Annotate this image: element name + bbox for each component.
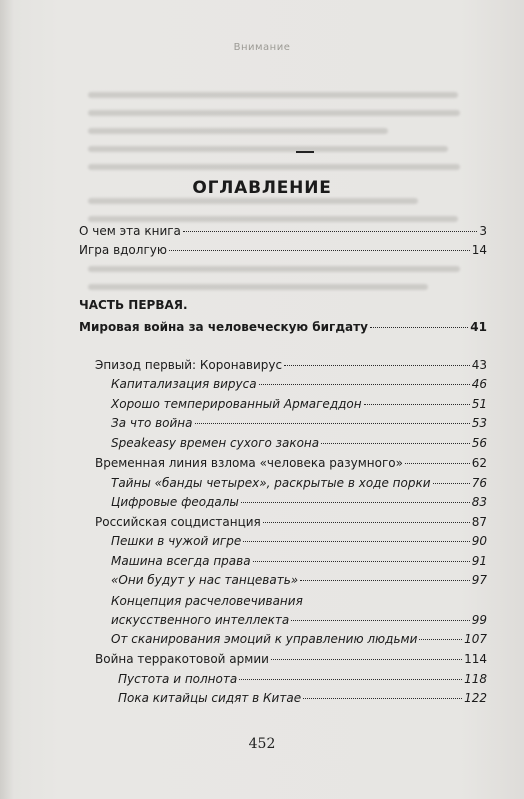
- toc-entry-label: Война терракотовой армии: [95, 652, 269, 666]
- toc-entry-page: 118: [464, 672, 487, 686]
- leader-dots: [321, 442, 470, 444]
- toc-entry[interactable]: [111, 495, 487, 510]
- toc-entry-page: 3: [479, 224, 487, 238]
- toc-entry-label: Российская соцдистанция: [95, 515, 261, 529]
- toc-entry[interactable]: [111, 397, 487, 412]
- toc-entry-label: За что война: [111, 416, 193, 430]
- toc-entry[interactable]: [118, 672, 487, 687]
- toc-entry-page: 51: [471, 397, 487, 411]
- toc-entry[interactable]: [111, 534, 487, 549]
- toc-entry-label: Пустота и полнота: [118, 672, 238, 686]
- toc-entry-label-line1: Концепция расчеловечивания: [111, 594, 303, 608]
- leader-dots: [419, 638, 462, 640]
- toc-entry-page: 53: [471, 416, 487, 430]
- toc-entry-label: Пока китайцы сидят в Китае: [118, 691, 302, 705]
- toc-entry-label: От сканирования эмоций к управлению людьми: [111, 632, 418, 646]
- toc-entry-page: 56: [471, 436, 487, 450]
- toc-entry-label: Хорошо темперированный Армагеддон: [111, 397, 362, 411]
- toc-entry[interactable]: [111, 377, 487, 392]
- toc-entry-page: 99: [471, 613, 487, 627]
- toc-entry[interactable]: [95, 358, 487, 373]
- toc-entry-label: Временная линия взлома «человека разумного»: [95, 456, 403, 470]
- ornament-dash: [296, 151, 314, 153]
- toc-entry-label: Тайны «банды четырех», раскрытые в ходе порки: [111, 476, 431, 490]
- toc-entry-label: искусственного интеллекта: [111, 613, 290, 627]
- toc-entry[interactable]: [111, 613, 487, 628]
- leader-dots: [284, 364, 470, 366]
- leader-dots: [239, 678, 462, 680]
- leader-dots: [271, 658, 462, 660]
- toc-entry-label: Пешки в чужой игре: [111, 534, 242, 548]
- part-heading[interactable]: [79, 320, 487, 335]
- leader-dots: [169, 249, 470, 251]
- leader-dots: [195, 422, 470, 424]
- leader-dots: [243, 540, 470, 542]
- toc-entry[interactable]: [79, 224, 487, 239]
- toc-entry-label: Игра вдолгую: [79, 243, 167, 257]
- toc-entry-page: 43: [471, 358, 487, 372]
- toc-entry-page: 97: [471, 573, 487, 587]
- page-number: 452: [248, 736, 276, 752]
- leader-dots: [263, 521, 470, 523]
- running-head: Внимание: [233, 42, 291, 53]
- toc-entry[interactable]: [111, 416, 487, 431]
- toc-entry[interactable]: [118, 691, 487, 706]
- toc-entry-page: 90: [471, 534, 487, 548]
- leader-dots: [253, 560, 470, 562]
- toc-entry[interactable]: [111, 573, 487, 588]
- toc-entry[interactable]: [111, 554, 487, 569]
- toc-entry-page: 62: [471, 456, 487, 470]
- toc-entry-page: 76: [471, 476, 487, 490]
- toc-entry-page: 83: [471, 495, 487, 509]
- toc-entry[interactable]: [111, 476, 487, 491]
- toc-entry-label: Speakeasy времен сухого закона: [111, 436, 320, 450]
- toc-entry-label: Эпизод первый: Коронавирус: [95, 358, 283, 372]
- toc-entry[interactable]: [111, 632, 487, 647]
- part-heading-page: 41: [470, 320, 487, 334]
- leader-dots: [241, 501, 470, 503]
- leader-dots: [183, 230, 477, 232]
- toc-entry-page: 91: [471, 554, 487, 568]
- leader-dots: [303, 697, 462, 699]
- toc-entry-page: 122: [464, 691, 487, 705]
- toc-entry[interactable]: [95, 515, 487, 530]
- toc-entry-label: Цифровые феодалы: [111, 495, 239, 509]
- toc-entry[interactable]: [79, 243, 487, 258]
- toc-entry-label: Капитализация вируса: [111, 377, 257, 391]
- part-label: ЧАСТЬ ПЕРВАЯ.: [79, 298, 188, 312]
- toc-entry-page: 87: [471, 515, 487, 529]
- leader-dots: [405, 462, 470, 464]
- leader-dots: [259, 383, 470, 385]
- toc-entry-label: Машина всегда права: [111, 554, 251, 568]
- leader-dots: [300, 579, 470, 581]
- toc-title: ОГЛАВЛЕНИЕ: [192, 178, 332, 198]
- toc-entry-page: 107: [464, 632, 487, 646]
- toc-entry-page: 46: [471, 377, 487, 391]
- leader-dots: [364, 403, 470, 405]
- part-heading-label: Мировая война за человеческую бигдату: [79, 320, 368, 334]
- toc-entry[interactable]: [95, 652, 487, 667]
- leader-dots: [433, 482, 470, 484]
- toc-entry[interactable]: [111, 436, 487, 451]
- toc-entry[interactable]: [95, 456, 487, 471]
- toc-entry-label: «Они будут у нас танцевать»: [111, 573, 299, 587]
- toc-entry-page: 14: [471, 243, 487, 257]
- leader-dots: [291, 619, 470, 621]
- leader-dots: [370, 326, 468, 328]
- toc-entry-label: О чем эта книга: [79, 224, 181, 238]
- toc-entry-page: 114: [464, 652, 487, 666]
